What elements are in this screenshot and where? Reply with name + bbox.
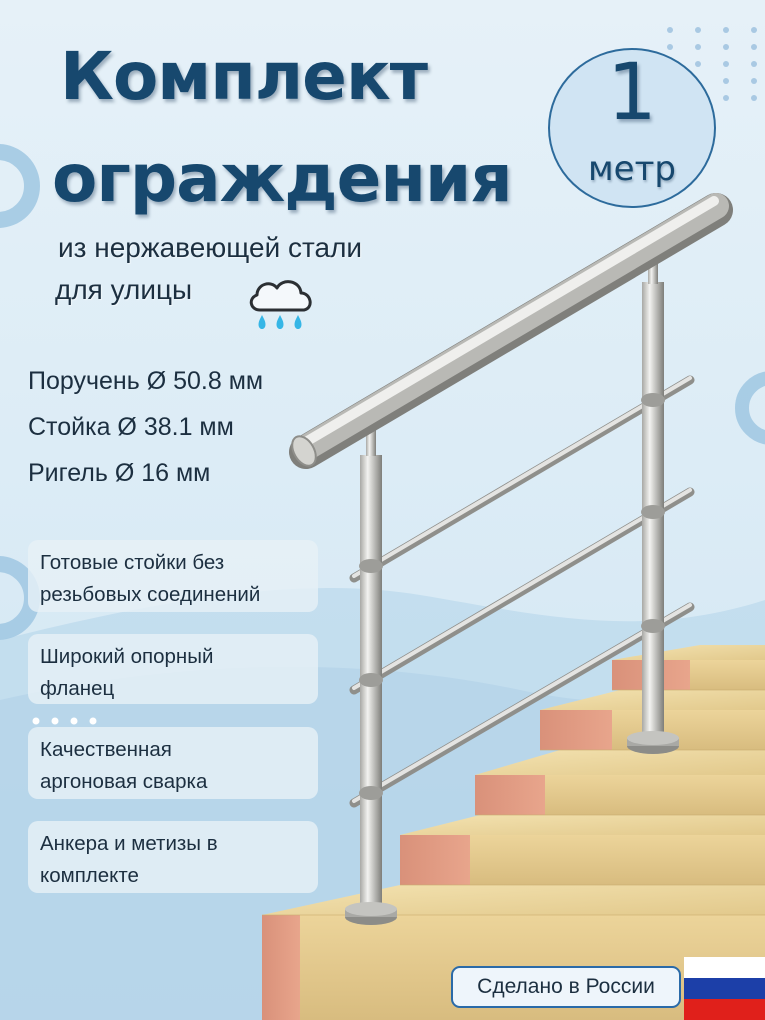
feature-card [28,821,318,893]
length-badge [548,48,716,208]
feature-card [28,727,318,799]
russian-flag-icon [684,957,765,1020]
subtitle-usage: для улицы [55,274,193,305]
feature-text-line: резьбовых соединений [40,583,261,606]
feature-text-line: Готовые стойки без [40,551,225,574]
subtitle-material: из нержавеющей стали [58,232,363,263]
feature-card [28,634,318,704]
feature-text-line: Анкера и метизы в [40,832,218,855]
feature-text-line: фланец [40,677,115,700]
spec-post: Стойка Ø 38.1 мм [28,413,234,441]
feature-text-line: Широкий опорный [40,645,214,668]
feature-text-line: Качественная [40,738,172,761]
spec-handrail: Поручень Ø 50.8 мм [28,367,264,395]
feature-text-line: комплекте [40,864,139,887]
cloud-rain-icon [244,274,318,338]
spec-crossbar: Ригель Ø 16 мм [28,459,211,487]
feature-text-line: аргоновая сварка [40,770,208,793]
length-number: 1 [607,48,657,138]
made-in-russia-badge: Сделано в России [451,966,681,1008]
feature-card [28,540,318,612]
length-unit: метр [588,149,676,189]
title-line-2: ограждения [52,140,512,217]
title-line-1: Комплект [60,38,427,115]
